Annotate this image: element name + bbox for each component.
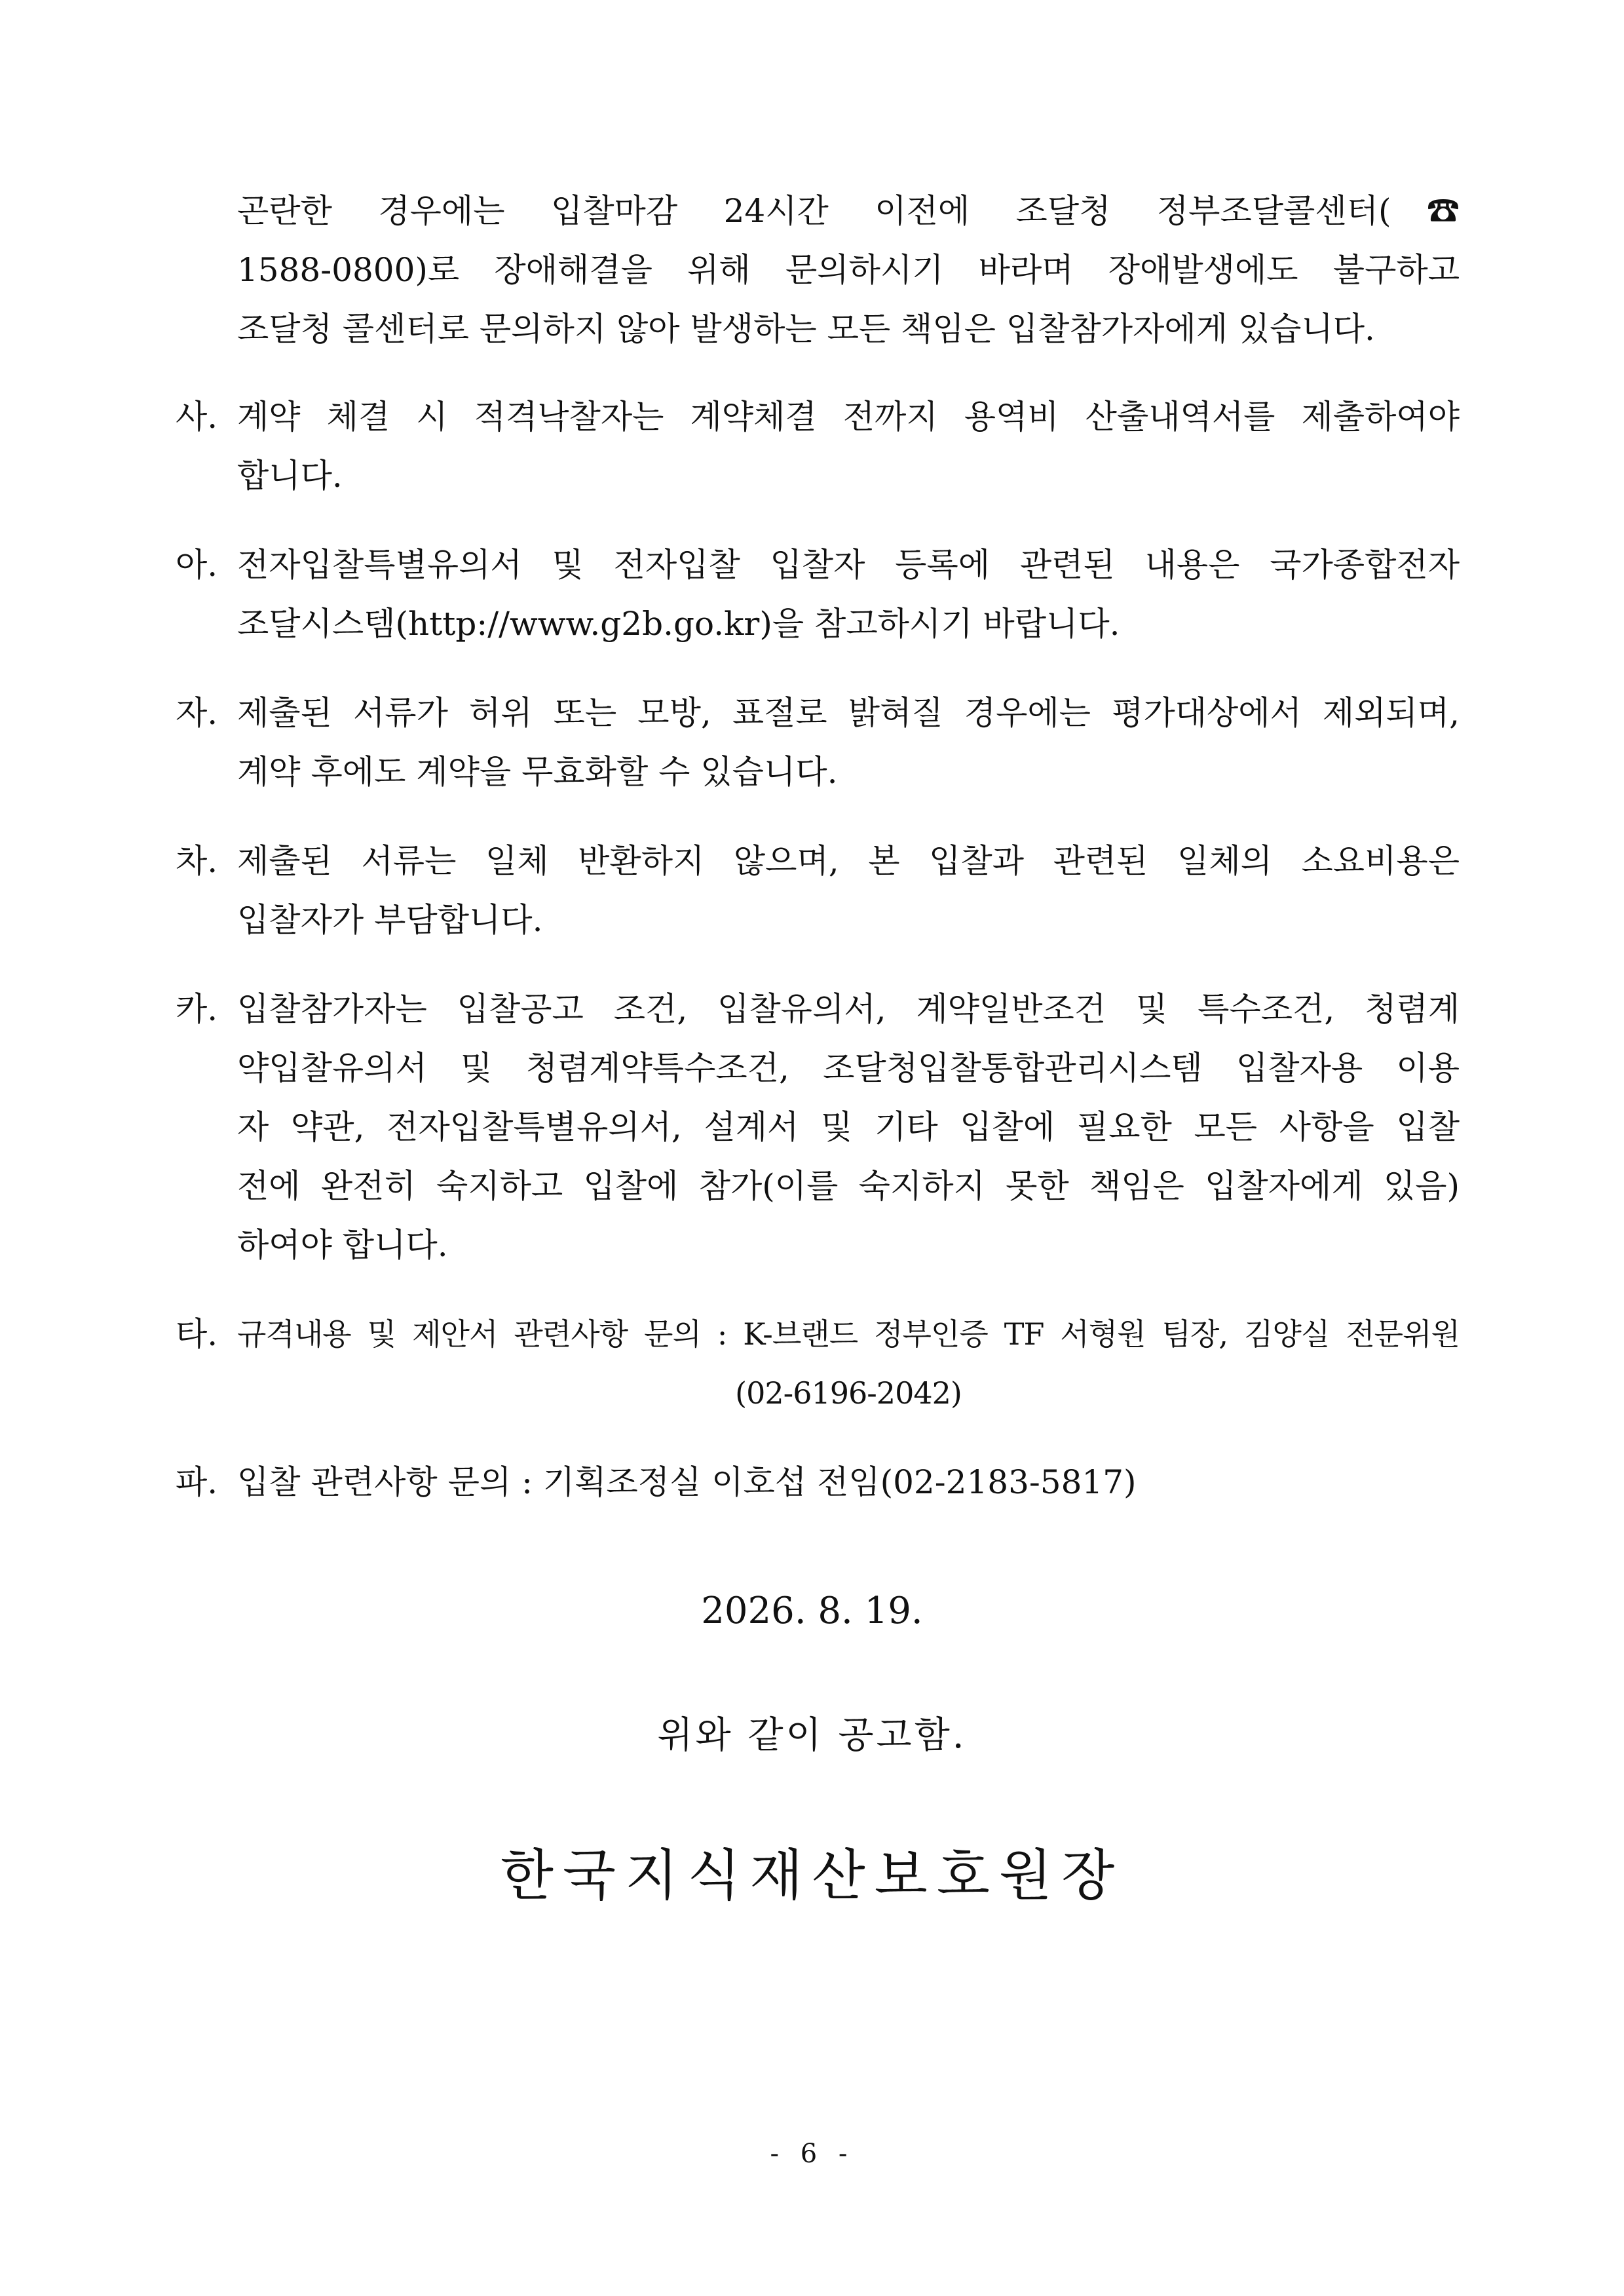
text-line: 제출된 서류는 일체 반환하지 않으며, 본 입찰과 관련된 일체의 소요비용은 xyxy=(237,842,1460,880)
text-line: 조달시스템(http://www.g2b.go.kr)을 참고하시기 바랍니다. xyxy=(237,605,1120,643)
text-line: 규격내용 및 제안서 관련사항 문의 : K-브랜드 정부인증 TF 서형원 팀장, 김양실 전문위원 xyxy=(237,1316,1460,1352)
text-line: 입찰참가자는 입찰공고 조건, 입찰유의서, 계약일반조건 및 특수조건, 청렴계 xyxy=(237,990,1460,1028)
text-line: 계약 체결 시 적격낙찰자는 계약체결 전까지 용역비 산출내역서를 제출하여야 xyxy=(237,398,1460,436)
text-line: 제출된 서류가 허위 또는 모방, 표절로 밝혀질 경우에는 평가대상에서 제외되며, xyxy=(237,694,1460,732)
text-line: 합니다. xyxy=(237,457,343,495)
issuer-title: 한국지식재산보호원장 xyxy=(500,1843,1124,1907)
announcement-statement: 위와 같이 공고함. xyxy=(657,1714,967,1757)
list-marker: 타. xyxy=(176,1315,218,1353)
text-line: 조달청 콜센터로 문의하지 않아 발생하는 모든 책임은 입찰참가자에게 있습니다. xyxy=(237,310,1375,348)
text-line: 입찰 관련사항 문의 : 기획조정실 이호섭 전임(02-2183-5817) xyxy=(237,1463,1137,1501)
list-marker: 카. xyxy=(176,990,218,1028)
text-line: 전자입찰특별유의서 및 전자입찰 입찰자 등록에 관련된 내용은 국가종합전자 xyxy=(237,546,1460,584)
list-marker: 아. xyxy=(176,546,218,584)
text-line: 하여야 합니다. xyxy=(237,1226,448,1264)
text-line: 1588-0800)로 장애해결을 위해 문의하시기 바라며 장애발생에도 불구하고 xyxy=(237,251,1460,289)
text-line: 곤란한 경우에는 입찰마감 24시간 이전에 조달청 정부조달콜센터(☎ xyxy=(237,192,1460,230)
text-line: 자 약관, 전자입찰특별유의서, 설계서 및 기타 입찰에 필요한 모든 사항을 입찰 xyxy=(237,1108,1460,1146)
list-marker: 사. xyxy=(176,398,218,436)
text-line: 전에 완전히 숙지하고 입찰에 참가(이를 숙지하지 못한 책임은 입찰자에게 있음) xyxy=(237,1167,1460,1205)
announcement-date: 2026. 8. 19. xyxy=(701,1590,923,1632)
list-marker: 파. xyxy=(176,1463,218,1501)
list-marker: 자. xyxy=(176,694,218,732)
text-line: 입찰자가 부담합니다. xyxy=(237,901,543,939)
text-line: 약입찰유의서 및 청렴계약특수조건, 조달청입찰통합관리시스템 입찰자용 이용 xyxy=(237,1049,1460,1087)
page-number: - 6 - xyxy=(770,2139,854,2169)
text-line: (02-6196-2042) xyxy=(735,1375,962,1411)
text-line: 계약 후에도 계약을 무효화할 수 있습니다. xyxy=(237,753,838,791)
list-marker: 차. xyxy=(176,842,218,880)
